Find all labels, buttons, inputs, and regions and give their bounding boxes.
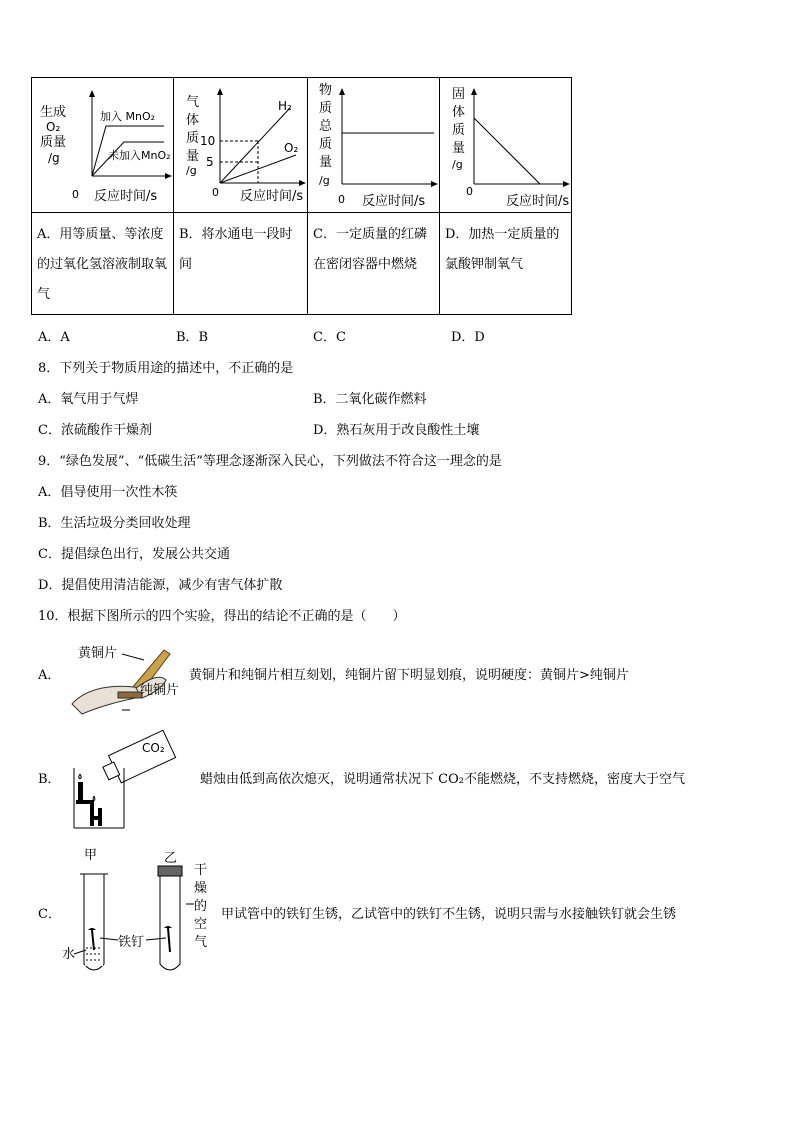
svg-text:量: 量 (452, 141, 466, 156)
svg-text:黄铜片: 黄铜片 (78, 646, 118, 661)
svg-text:固: 固 (452, 87, 466, 102)
q10-stem: 10．根据下图所示的四个实验，得出的结论不正确的是（ ） (38, 609, 406, 624)
svg-text:H₂: H₂ (278, 99, 292, 113)
q7-option-d[interactable]: D．D (451, 330, 485, 345)
svg-text:乙: 乙 (164, 851, 178, 866)
svg-text:气: 气 (186, 95, 200, 110)
caption-b: B．将水通电一段时间 (179, 227, 293, 272)
svg-text:0: 0 (72, 188, 79, 201)
svg-text:0: 0 (338, 193, 345, 206)
svg-text:物: 物 (319, 83, 333, 98)
svg-text:质: 质 (186, 131, 200, 146)
svg-text:量: 量 (319, 155, 333, 170)
svg-text:/g: /g (452, 158, 463, 171)
svg-text:体: 体 (186, 113, 200, 128)
svg-text:5: 5 (206, 155, 214, 169)
svg-text:0: 0 (466, 185, 473, 198)
svg-text:反应时间/s: 反应时间/s (94, 189, 158, 204)
svg-text:0: 0 (212, 186, 219, 199)
q10-a-text: 黄铜片和纯铜片相互刻划，纯铜片留下明显划痕，说明硬度：黄铜片>纯铜片 (189, 668, 629, 683)
svg-text:O₂: O₂ (284, 141, 299, 155)
graph-d (440, 78, 572, 212)
q10-a-label[interactable]: A． (38, 668, 61, 683)
q7-option-b[interactable]: B．B (176, 330, 209, 345)
q8-option-c[interactable]: C．浓硫酸作干燥剂 (38, 423, 152, 438)
svg-text:总: 总 (319, 119, 333, 134)
svg-text:反应时间/s: 反应时间/s (506, 194, 570, 209)
caption-a: A．用等质量、等浓度的过氧化氢溶液制取氧气 (37, 227, 168, 302)
svg-text:水: 水 (62, 947, 76, 962)
graph-a (32, 78, 173, 212)
svg-text:/g: /g (186, 164, 197, 177)
svg-text:的: 的 (194, 899, 208, 914)
q9-stem: 9．“绿色发展”、“低碳生活”等理念逐渐深入民心，下列做法不符合这一理念的是 (38, 454, 502, 469)
svg-text:10: 10 (200, 134, 216, 148)
svg-text:量: 量 (186, 149, 200, 164)
graph-b (174, 78, 307, 212)
svg-text:燥: 燥 (194, 881, 208, 896)
svg-text:质: 质 (319, 137, 333, 152)
iron-nail-tubes-figure (56, 846, 216, 976)
caption-d: D．加热一定质量的氯酸钾制氧气 (445, 227, 560, 272)
q10-c-label[interactable]: C． (38, 907, 61, 922)
q8-option-d[interactable]: D．熟石灰用于改良酸性土壤 (313, 423, 480, 438)
q10-b-label[interactable]: B． (38, 772, 61, 787)
svg-text:空: 空 (194, 917, 208, 932)
co2-candle-figure (70, 722, 200, 830)
q9-option-a[interactable]: A．倡导使用一次性木筷 (38, 485, 178, 500)
svg-text:O₂: O₂ (46, 120, 61, 134)
q8-stem: 8．下列关于物质用途的描述中，不正确的是 (38, 361, 294, 376)
svg-text:未加入MnO₂: 未加入MnO₂ (108, 149, 171, 162)
svg-text:纯铜片: 纯铜片 (140, 683, 180, 698)
svg-text:质: 质 (452, 123, 466, 138)
svg-text:铁钉: 铁钉 (118, 935, 145, 950)
svg-text:生成: 生成 (40, 105, 67, 120)
q9-option-c[interactable]: C．提倡绿色出行，发展公共交通 (38, 547, 230, 562)
caption-c: C．一定质量的红磷在密闭容器中燃烧 (313, 227, 427, 272)
q10-b-text: 蜡烛由低到高依次熄灭，说明通常状况下 CO₂不能燃烧，不支持燃烧，密度大于空气 (200, 772, 685, 787)
svg-text:质量: 质量 (40, 135, 67, 150)
svg-text:甲: 甲 (84, 848, 98, 863)
svg-text:反应时间/s: 反应时间/s (362, 194, 426, 209)
svg-text:CO₂: CO₂ (142, 741, 165, 755)
q8-option-b[interactable]: B．二氧化碳作燃料 (313, 392, 427, 407)
svg-text:质: 质 (319, 101, 333, 116)
q7-option-a[interactable]: A．A (38, 330, 70, 345)
q8-option-a[interactable]: A．氧气用于气焊 (38, 392, 139, 407)
graph-c (308, 78, 439, 212)
q10-c-text: 甲试管中的铁钉生锈，乙试管中的铁钉不生锈，说明只需与水接触铁钉就会生锈 (221, 907, 677, 922)
q7-option-c[interactable]: C．C (313, 330, 346, 345)
q9-option-d[interactable]: D．提倡使用清洁能源，减少有害气体扩散 (38, 578, 283, 593)
q7-table (31, 77, 572, 315)
svg-text:体: 体 (452, 105, 466, 120)
svg-text:气: 气 (194, 935, 208, 950)
svg-text:反应时间/s: 反应时间/s (240, 189, 304, 204)
q9-option-b[interactable]: B．生活垃圾分类回收处理 (38, 516, 191, 531)
svg-text:加入 MnO₂: 加入 MnO₂ (100, 110, 156, 123)
svg-text:干: 干 (194, 863, 208, 878)
svg-text:/g: /g (319, 174, 330, 187)
svg-text:/g: /g (48, 151, 60, 165)
brass-scratch-figure (66, 642, 190, 718)
